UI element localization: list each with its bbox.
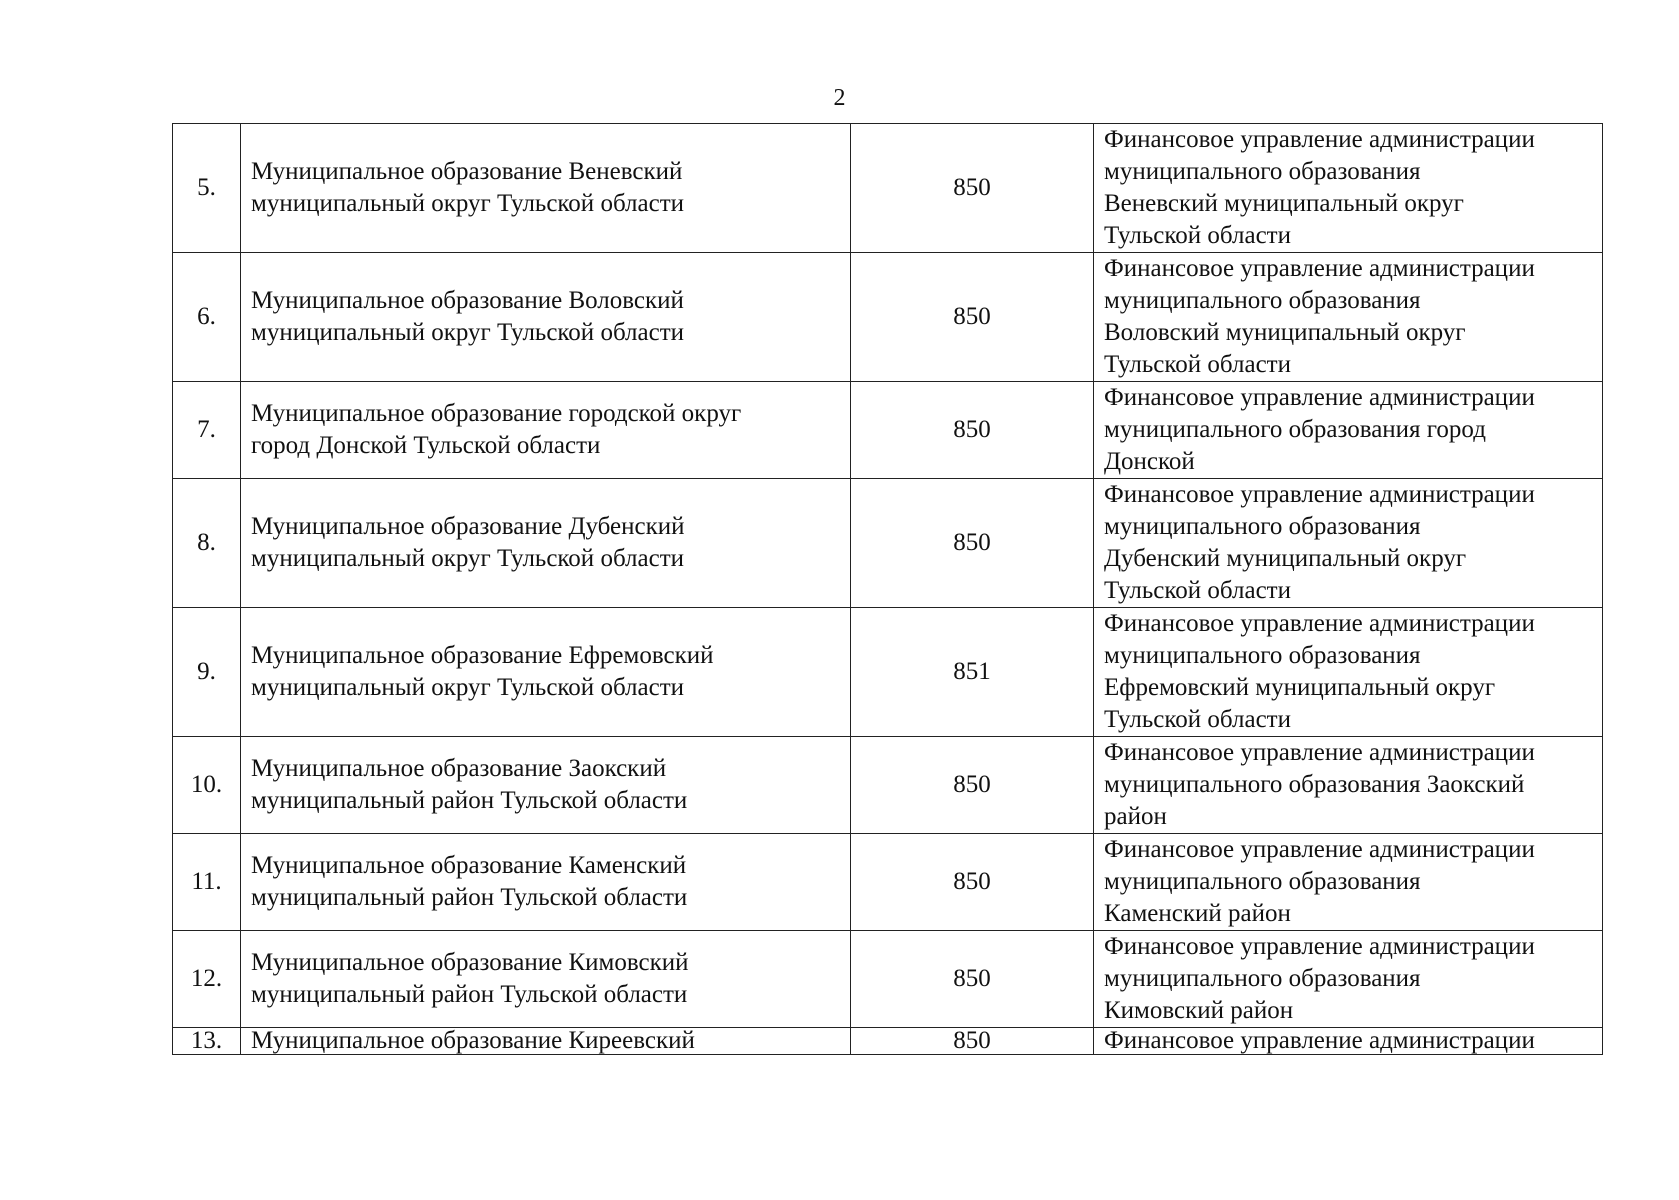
budget-code: 850 [851, 1028, 1094, 1055]
administration-line: Дубенский муниципальный округ [1104, 545, 1467, 572]
administration-line: Каменский район [1104, 900, 1291, 927]
table-row [173, 931, 1603, 1028]
municipality-name-line: Муниципальное образование Воловский [251, 287, 684, 314]
administration-line: Финансовое управление администрации [1104, 1027, 1535, 1054]
financial-administration [1094, 479, 1603, 608]
financial-administration [1094, 931, 1603, 1028]
financial-administration [1094, 124, 1603, 253]
municipality-name-line: Муниципальное образование Киреевский [251, 1027, 695, 1054]
budget-code: 850 [851, 479, 1094, 608]
administration-line: муниципального образования Заокский [1104, 771, 1525, 798]
municipal-table [172, 123, 1603, 1055]
municipality-name [241, 608, 851, 737]
financial-administration [1094, 608, 1603, 737]
administration-line: Финансовое управление администрации [1104, 384, 1535, 411]
page-number: 2 [833, 85, 846, 111]
administration-line: муниципального образования [1104, 287, 1421, 314]
municipality-name-line: муниципальный округ Тульской области [251, 319, 685, 346]
administration-line: Тульской области [1104, 222, 1291, 249]
administration-line: Финансовое управление администрации [1104, 255, 1535, 282]
administration-line: муниципального образования [1104, 513, 1421, 540]
administration-line: муниципального образования [1104, 642, 1421, 669]
municipality-name-line: Муниципальное образование Дубенский [251, 513, 685, 540]
administration-line: муниципального образования [1104, 158, 1421, 185]
table-row [173, 124, 1603, 253]
administration-line: Кимовский район [1104, 997, 1294, 1024]
row-number: 10. [173, 737, 241, 834]
row-number: 7. [173, 382, 241, 479]
municipality-name [241, 479, 851, 608]
budget-code: 851 [851, 608, 1094, 737]
administration-line: Финансовое управление администрации [1104, 481, 1535, 508]
row-number: 8. [173, 479, 241, 608]
administration-line: муниципального образования [1104, 868, 1421, 895]
row-number: 5. [173, 124, 241, 253]
municipality-name-line: Муниципальное образование Кимовский [251, 949, 689, 976]
table-row [173, 737, 1603, 834]
financial-administration [1094, 382, 1603, 479]
administration-line: Веневский муниципальный округ [1104, 190, 1464, 217]
administration-line: Тульской области [1104, 577, 1291, 604]
municipality-name [241, 382, 851, 479]
administration-line: Ефремовский муниципальный округ [1104, 674, 1496, 701]
municipality-name [241, 931, 851, 1028]
municipality-name-line: муниципальный район Тульской области [251, 787, 688, 814]
row-number: 9. [173, 608, 241, 737]
administration-line: Финансовое управление администрации [1104, 739, 1535, 766]
municipality-name [241, 834, 851, 931]
financial-administration [1094, 253, 1603, 382]
municipality-name-line: Муниципальное образование Каменский [251, 852, 687, 879]
municipality-name-line: город Донской Тульской области [251, 432, 601, 459]
municipality-name-line: Муниципальное образование Заокский [251, 755, 667, 782]
financial-administration [1094, 1028, 1603, 1055]
administration-line: район [1104, 803, 1167, 830]
row-number: 6. [173, 253, 241, 382]
row-number: 12. [173, 931, 241, 1028]
table-row [173, 253, 1603, 382]
row-number: 11. [173, 834, 241, 931]
municipality-name-line: Муниципальное образование Ефремовский [251, 642, 714, 669]
row-number: 13. [173, 1028, 241, 1055]
budget-code: 850 [851, 253, 1094, 382]
municipality-name [241, 737, 851, 834]
table-row [173, 834, 1603, 931]
table-row [173, 1028, 1603, 1055]
administration-line: Тульской области [1104, 706, 1291, 733]
administration-line: муниципального образования [1104, 965, 1421, 992]
budget-code: 850 [851, 382, 1094, 479]
financial-administration [1094, 737, 1603, 834]
administration-line: Донской [1104, 448, 1195, 475]
administration-line: Финансовое управление администрации [1104, 610, 1535, 637]
municipality-name-line: муниципальный округ Тульской области [251, 545, 685, 572]
table-row [173, 479, 1603, 608]
budget-code: 850 [851, 124, 1094, 253]
municipality-name [241, 253, 851, 382]
municipality-name-line: Муниципальное образование Веневский [251, 158, 683, 185]
administration-line: Воловский муниципальный округ [1104, 319, 1466, 346]
administration-line: Финансовое управление администрации [1104, 836, 1535, 863]
financial-administration [1094, 834, 1603, 931]
municipality-name-line: муниципальный район Тульской области [251, 884, 688, 911]
municipality-name [241, 124, 851, 253]
municipality-name-line: муниципальный округ Тульской области [251, 190, 685, 217]
municipality-name [241, 1028, 851, 1055]
administration-line: Тульской области [1104, 351, 1291, 378]
budget-code: 850 [851, 737, 1094, 834]
budget-code: 850 [851, 931, 1094, 1028]
budget-code: 850 [851, 834, 1094, 931]
administration-line: муниципального образования город [1104, 416, 1486, 443]
administration-line: Финансовое управление администрации [1104, 933, 1535, 960]
municipality-name-line: муниципальный район Тульской области [251, 981, 688, 1008]
table-row [173, 382, 1603, 479]
municipality-name-line: Муниципальное образование городской округ [251, 400, 742, 427]
municipality-name-line: муниципальный округ Тульской области [251, 674, 685, 701]
administration-line: Финансовое управление администрации [1104, 126, 1535, 153]
table-row [173, 608, 1603, 737]
